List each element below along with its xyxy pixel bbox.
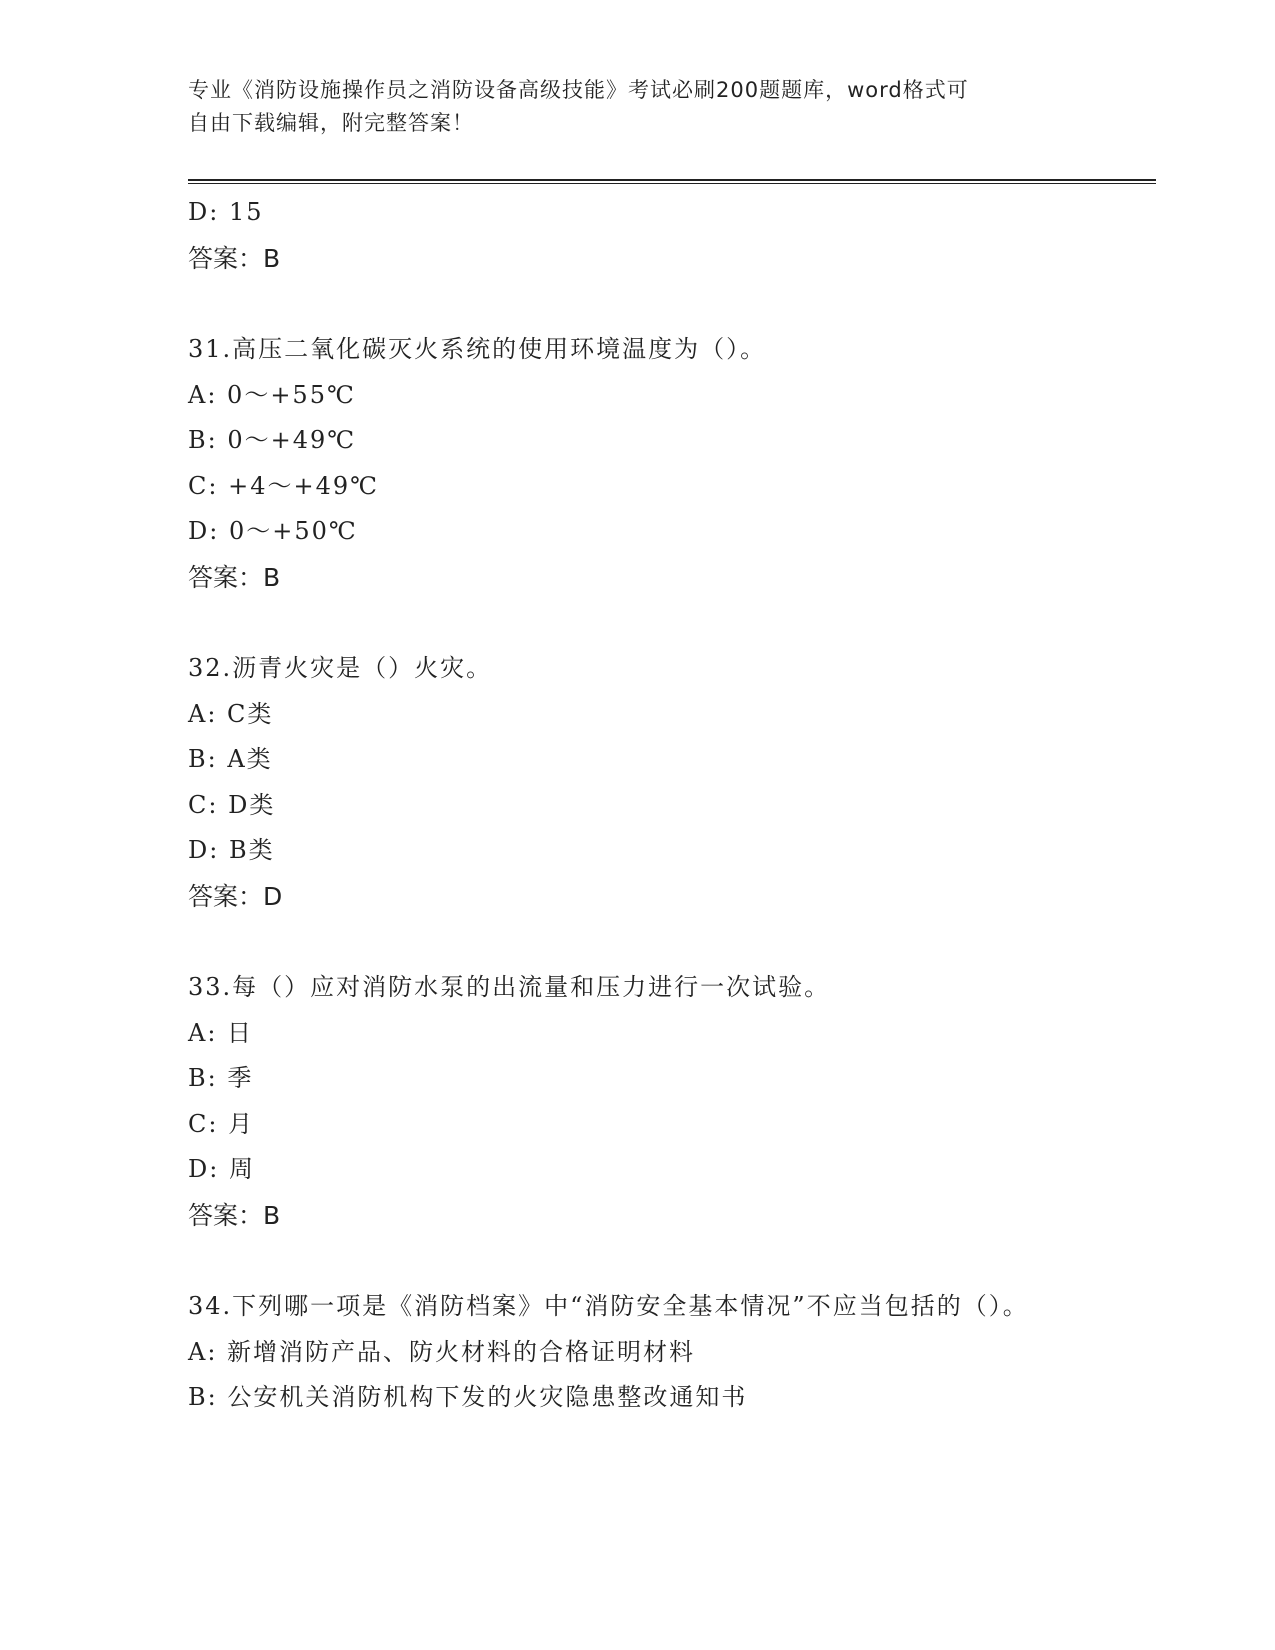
header-divider-thick	[188, 179, 1156, 181]
option-b: B: 0～+49℃	[188, 426, 357, 454]
option-a: A: 日	[188, 1018, 254, 1047]
option-b: B: 季	[188, 1064, 254, 1092]
option-d: D: 0～+50℃	[188, 517, 358, 545]
question-32	[188, 646, 1156, 919]
answer: 答案：B	[188, 562, 281, 592]
header-divider-thin	[188, 183, 1156, 184]
option-b: B: A类	[188, 745, 273, 773]
header-line-1: 专业《消防设施操作员之消防设备高级技能》考试必刷200题题库，word格式可	[188, 78, 969, 102]
option-d: D: 15	[188, 198, 264, 226]
question-31	[188, 327, 1156, 600]
option-c: C: +4～+49℃	[188, 471, 379, 500]
question-34	[188, 1284, 1156, 1421]
option-c: C: D类	[188, 790, 276, 819]
answer: 答案：D	[188, 881, 283, 911]
option-b: B: 公安机关消防机构下发的火灾隐患整改通知书	[188, 1383, 748, 1411]
question-list	[188, 190, 1156, 1421]
option-a: A: 新增消防产品、防火材料的合格证明材料	[188, 1337, 696, 1366]
option-d: D: 周	[188, 1155, 255, 1183]
option-a: A: 0～+55℃	[188, 380, 356, 409]
answer: 答案：B	[188, 1200, 281, 1230]
header-line-2: 自由下载编辑，附完整答案！	[188, 111, 474, 135]
question-stem: 31.高压二氧化碳灭火系统的使用环境温度为（）。	[188, 335, 767, 363]
question-stem: 32.沥青火灾是（）火灾。	[188, 654, 493, 682]
question-stem: 34.下列哪一项是《消防档案》中“消防安全基本情况”不应当包括的（）。	[188, 1292, 1029, 1320]
document-header	[188, 74, 1088, 140]
option-a: A: C类	[188, 699, 274, 728]
question-33	[188, 965, 1156, 1238]
question-stem: 33.每（）应对消防水泵的出流量和压力进行一次试验。	[188, 973, 831, 1001]
option-d: D: B类	[188, 836, 275, 864]
option-c: C: 月	[188, 1109, 255, 1138]
answer: 答案：B	[188, 243, 281, 273]
